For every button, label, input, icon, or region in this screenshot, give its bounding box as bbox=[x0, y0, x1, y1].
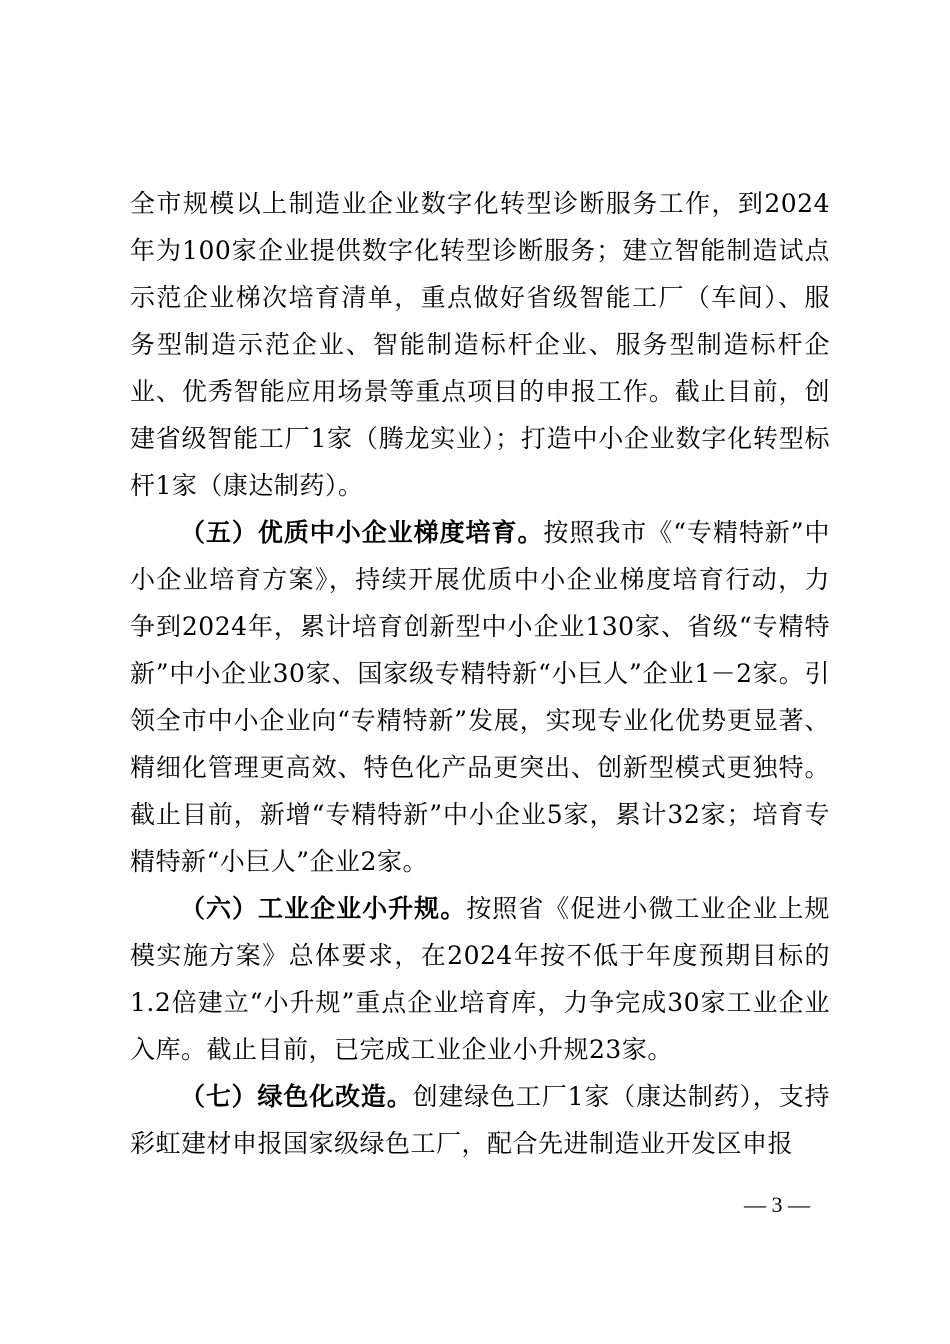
paragraph-section-6 bbox=[130, 885, 830, 1073]
paragraph-continuation bbox=[130, 180, 830, 509]
paragraph-section-5 bbox=[130, 509, 830, 885]
paragraph-section-7 bbox=[130, 1073, 830, 1167]
section-heading: （六）工业企业小升规。 bbox=[180, 894, 467, 923]
paragraph-text: 按照我市《“专精特新”中小企业培育方案》，持续开展优质中小企业梯度培育行动，力争到2024年，累计培育创新型中小企业130家、省级“专精特新”中小企业30家、国家级专精特新“小巨人”企业1－2家。引领全市中小企业向“专精特新”发展，实现专业化优势更显著、精细化管理更高效、特色化产品更突出、创新型模式更独特。截止目前，新增“专精特新”中小企业5家，累计32家；培育专精特新“小巨人”企业2家。 bbox=[130, 518, 830, 876]
document-body bbox=[130, 180, 830, 1167]
paragraph-text: 全市规模以上制造业企业数字化转型诊断服务工作，到2024年为100家企业提供数字化转型诊断服务；建立智能制造试点示范企业梯次培育清单，重点做好省级智能工厂（车间）、服务型制造示范企业、智能制造标杆企业、服务型制造标杆企业、优秀智能应用场景等重点项目的申报工作。截止目前，创建省级智能工厂1家（腾龙实业）；打造中小企业数字化转型标杆1家（康达制药）。 bbox=[130, 189, 830, 500]
page-number: — 3 — bbox=[744, 1192, 810, 1217]
section-heading: （五）优质中小企业梯度培育。 bbox=[180, 518, 544, 547]
paragraph-text: 创建绿色工厂1家（康达制药），支持彩虹建材申报国家级绿色工厂，配合先进制造业开发区申报 bbox=[130, 1082, 830, 1158]
section-heading: （七）绿色化改造。 bbox=[180, 1082, 413, 1111]
paragraph-text: 按照省《促进小微工业企业上规模实施方案》总体要求，在2024年按不低于年度预期目标的1.2倍建立“小升规”重点企业培育库，力争完成30家工业企业入库。截止目前，已完成工业企业小升规23家。 bbox=[130, 894, 830, 1064]
